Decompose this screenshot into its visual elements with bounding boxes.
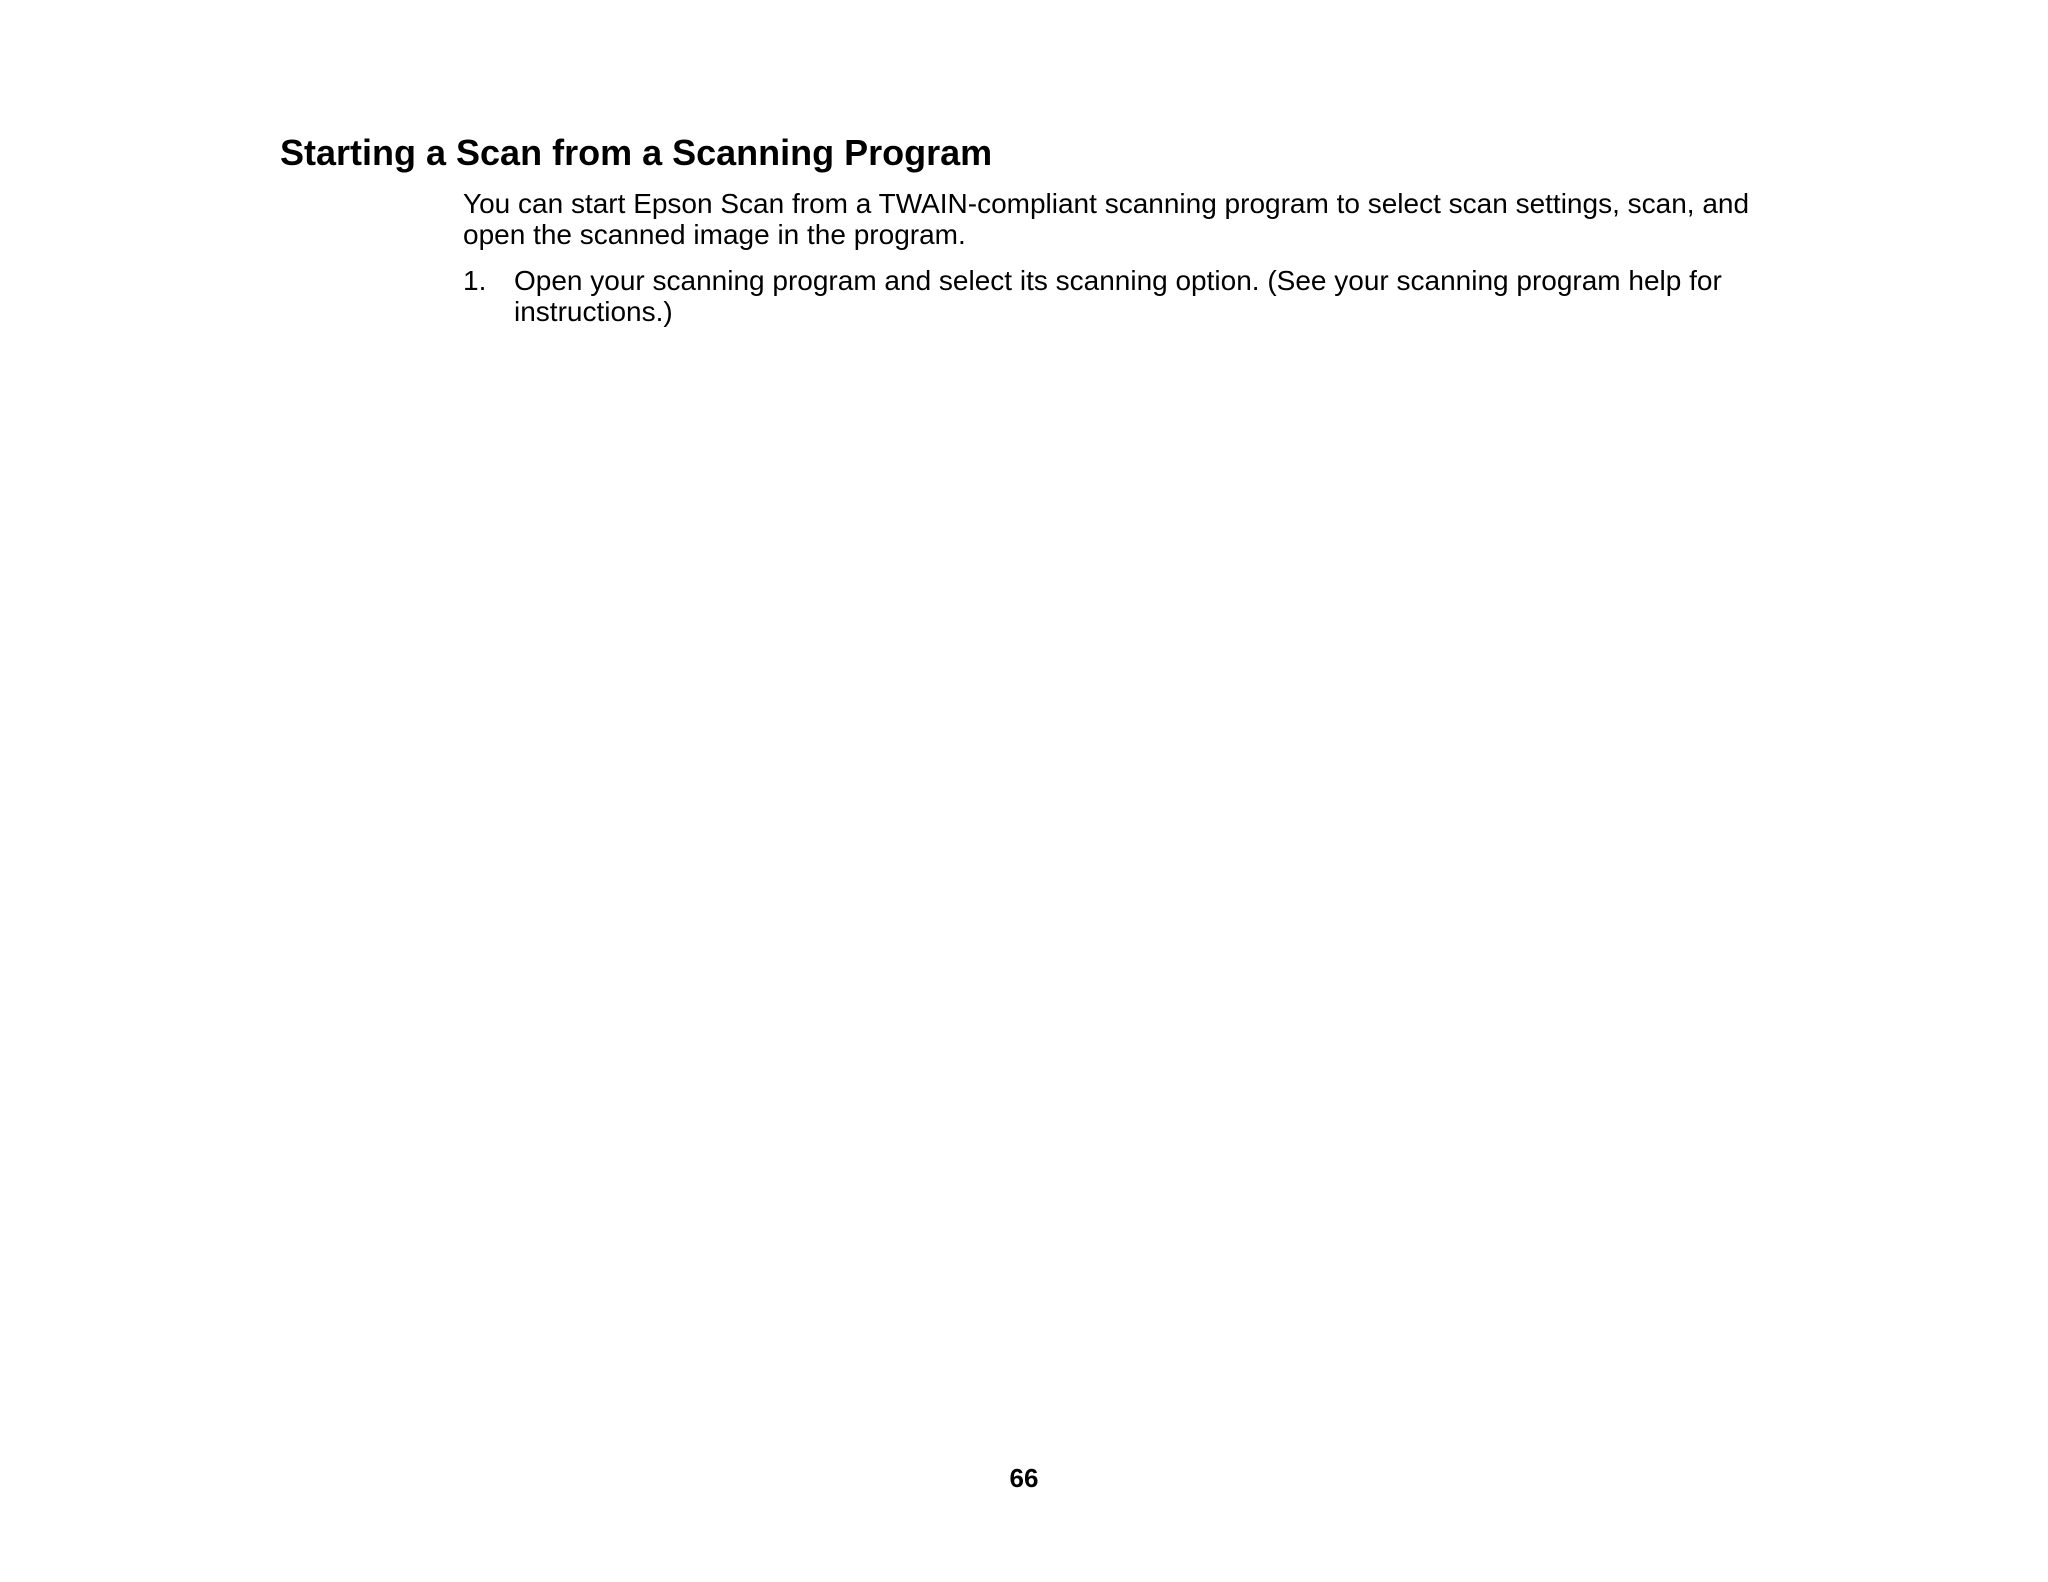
page-title: Starting a Scan from a Scanning Program bbox=[280, 132, 993, 173]
page-number: 66 bbox=[1009, 1463, 1039, 1493]
step-text: Open your scanning program and select its scanning option. (See your scanning program help for instructions.) bbox=[514, 265, 1722, 327]
step-list bbox=[463, 265, 1783, 327]
step-number: 1. bbox=[463, 265, 487, 296]
intro-paragraph: You can start Epson Scan from a TWAIN-compliant scanning program to select scan settings, scan, and open the scanned image in the program. bbox=[463, 188, 1750, 250]
step-item bbox=[463, 265, 1783, 327]
